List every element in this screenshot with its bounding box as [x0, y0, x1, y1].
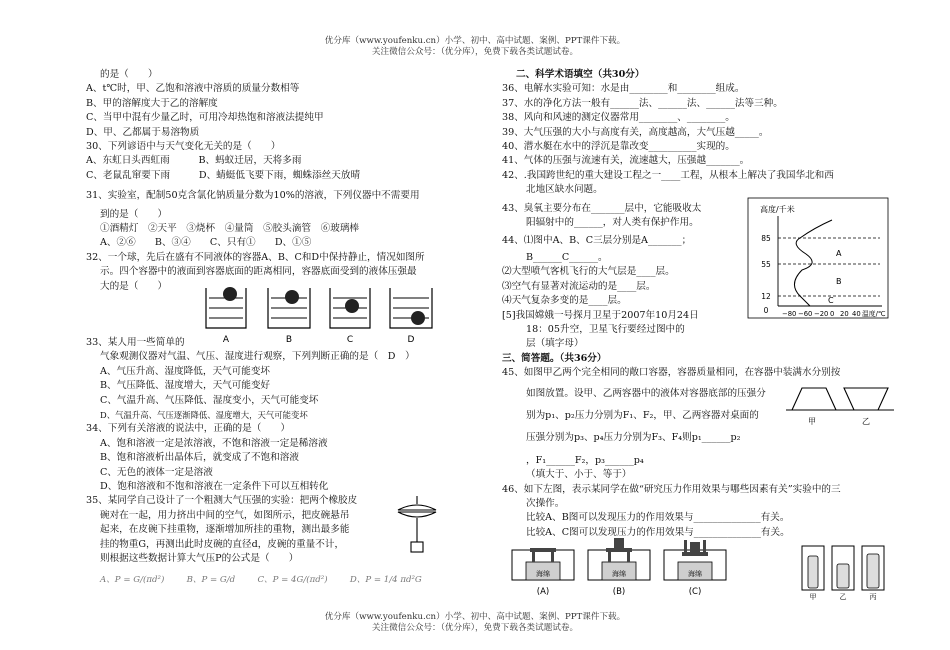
bottle-label-bing: 丙 — [869, 593, 877, 601]
footer-line-2: 关注微信公众号：（优分库），免费下载各类试题试卷。 — [371, 623, 579, 633]
xtick-neg80: −80 — [782, 310, 797, 318]
container-jia — [792, 388, 836, 410]
ytick-12: 12 — [761, 292, 771, 301]
q45-line-3: 别为p₁、p₂压力分别为F₁、F₂，甲、乙两容器对桌面的 — [526, 409, 759, 421]
q46-line-1: 46、如下左图，表示某同学在做“研究压力作用效果与哪些因素有关”实验中的三 — [502, 483, 841, 495]
q30-options-ab: A、东虹日头西虹雨 B、蚂蚁迁居，天将多雨 — [86, 155, 302, 167]
label-c: C — [346, 335, 354, 345]
page-footer — [0, 612, 950, 634]
q46-line-3: 比较A、B图可以发现压力的作用效果与______________有关。 — [526, 512, 790, 524]
q46-line-4: 比较A、C图可以发现压力的作用效果与______________有关。 — [526, 526, 790, 538]
q44-line-1: 44、⑴图中A、B、C三层分别是A_______； — [502, 235, 692, 247]
q31-options: A、②⑥ B、③④ C、只有① D、①⑤ — [100, 237, 312, 249]
q29-tail: 的是（ ） — [100, 69, 158, 80]
q44-line-7: 18：05升空，卫星飞行要经过图中的 — [526, 323, 685, 335]
weight-block — [411, 542, 423, 552]
fig-label-b: (B) — [612, 587, 626, 597]
xtick-40: 40 — [852, 310, 861, 318]
fig-label-c: (C) — [688, 587, 702, 597]
ball-d — [411, 311, 425, 325]
bottle-yi — [837, 564, 849, 588]
q31-stem-2: 到的是（ ） — [100, 208, 168, 220]
q29-option-a: A、t℃时，甲、乙饱和溶液中溶质的质量分数相等 — [86, 83, 300, 95]
layer-b: B — [836, 277, 842, 286]
sponge-label-c: 海绵 — [688, 570, 702, 578]
header-line-1: 优分库（www.youfenku.cn）小学、初中、高中试题、案例、PPT课件下载。 — [324, 36, 626, 46]
q33-stem-2: 气象观测仪器对气温、气压、湿度进行观察，下列判断正确的是（ D ） — [100, 351, 415, 363]
label-d: D — [407, 335, 415, 345]
ball-c — [345, 299, 359, 313]
q44-line-2: B______C______。 — [526, 251, 608, 263]
ytick-0: 0 — [763, 306, 769, 315]
q33-option-b: B、气压降低、湿度增大，天气可能变好 — [100, 380, 271, 392]
q33-stem-1: 33、某人用一些简单的 — [86, 337, 185, 348]
q31-stem-1: 31、实验室，配制50克含氯化钠质量分数为10%的溶液，下列仪器中不需要用 — [86, 190, 420, 202]
q35-options — [86, 573, 506, 587]
label-b: B — [285, 335, 293, 345]
q34-option-d: D、饱和溶液和不饱和溶液在一定条件下可以互相转化 — [100, 481, 329, 493]
q34-option-a: A、饱和溶液一定是浓溶液，不饱和溶液一定是稀溶液 — [100, 437, 328, 449]
q42-line-2: 北地区缺水问题。 — [526, 184, 603, 196]
q39: 39、大气压强的大小与高度有关，高度越高，大气压越_____。 — [502, 126, 769, 138]
q35-suction-cup-figure — [392, 496, 442, 558]
q44-line-5: ⑷天气复杂多变的是____层。 — [502, 295, 627, 307]
q32-stem-2: 示。四个容器中的液面到容器底面的距离相同，容器底面受到的液体压强最 — [100, 266, 417, 278]
q44-line-4: ⑶空气有显著对流运动的是____层。 — [502, 280, 656, 292]
q29-option-c: C、当甲中混有少量乙时，可用冷却热饱和溶液法提纯甲 — [86, 112, 324, 124]
q35-option-c: C、P = 4G/(πd²) — [257, 574, 328, 585]
left-column-lower — [86, 336, 506, 587]
ytick-85: 85 — [761, 234, 771, 243]
q45-line-2: 如图放置。设甲、乙两容器中的液体对容器底部的压强分 — [526, 387, 766, 399]
q31-instruments: ①酒精灯 ②天平 ③烧杯 ④量筒 ⑤胶头滴管 ⑥玻璃棒 — [100, 223, 360, 235]
q45-line-1: 45、如图甲乙两个完全相同的敞口容器，容器质量相同，在容器中装满水分别按 — [502, 367, 841, 379]
section-2-title: 二、科学术语填空（共30分） — [516, 69, 645, 80]
q33-option-c: C、气温升高、气压降低、湿度变小，天气可能变坏 — [100, 394, 319, 406]
q30-stem: 30、下列谚语中与天气变化无关的是（ ） — [86, 141, 281, 153]
left-column — [86, 68, 486, 294]
label-a: A — [222, 335, 230, 345]
page-header — [0, 36, 950, 58]
fig-label-a: (A) — [536, 587, 550, 597]
q45-containers-figure — [786, 380, 896, 430]
q35-option-a: A、P = G/(πd²) — [100, 574, 165, 585]
bottle-label-jia: 甲 — [809, 593, 817, 601]
lower-cup — [398, 512, 436, 517]
q35-stem-5: 则根据这些数据计算大气压P的公式是（ ） — [100, 553, 299, 565]
q36: 36、电解水实验可知：水是由________和________组成。 — [502, 83, 745, 95]
q33-option-a: A、气压升高、湿度降低，天气可能变坏 — [100, 365, 271, 377]
q43-line-2: 阳辐射中的______，对人类有保护作用。 — [526, 217, 699, 229]
q34-option-c: C、无色的液体一定是溶液 — [100, 466, 213, 478]
bottle-jia — [808, 556, 818, 588]
q46-line-2: 次操作。 — [526, 497, 565, 509]
q33-option-d: D、气温升高、气压逐渐降低、湿度增大，天气可能变坏 — [100, 410, 308, 421]
q46-sponge-figure — [508, 532, 734, 598]
ball-b — [285, 290, 299, 304]
container-yi — [844, 388, 888, 410]
q42-line-1: 42、.我国跨世纪的重大建设工程之一____工程，从根本上解决了我国华北和西 — [502, 169, 834, 181]
bottle-bing — [867, 554, 879, 588]
chart-ylabel: 高度/千米 — [760, 205, 795, 214]
q29-option-d: D、甲、乙都属于易溶物质 — [86, 126, 200, 138]
q43-line-1: 43、臭氧主要分布在_______层中，它能吸收太 — [502, 202, 702, 214]
xtick-0: 0 — [830, 310, 835, 318]
ball-a — [223, 287, 237, 301]
q30-options-cd: C、老鼠乱窜要下雨 D、蜻蜓低飞要下雨，蜘蛛添丝天放晴 — [86, 169, 361, 181]
q45-line-5: ，F₁______F₂，p₃______p₄ — [526, 454, 644, 466]
upper-cup — [398, 505, 436, 510]
q46-bottles-figure — [800, 538, 890, 600]
sponge-label-a: 海绵 — [536, 570, 550, 578]
q35-option-d: D、P = 1/4 πd²G — [349, 574, 422, 585]
weight-b — [614, 538, 624, 548]
footer-line-1: 优分库（www.youfenku.cn）小学、初中、高中试题、案例、PPT课件下载。 — [324, 612, 626, 622]
q45-line-6: （填大于、小于、等于） — [526, 469, 632, 481]
q32-stem-3: 大的是（ ） — [100, 280, 168, 292]
q35-stem-4: 挂的物重G，再测出此时皮碗的直径d，皮碗的重量不计， — [100, 538, 345, 550]
q44-atmosphere-chart — [748, 198, 888, 318]
q38: 38、风向和风速的测定仪器常用________、________。 — [502, 112, 735, 124]
q44-line-8: 层（填字母） — [526, 338, 584, 350]
q41: 41、气体的压强与流速有关，流速越大，压强越_______。 — [502, 155, 750, 167]
bottle-label-yi: 乙 — [839, 593, 847, 601]
q34-stem: 34、下列有关溶液的说法中，正确的是（ ） — [86, 423, 291, 435]
q35-stem-1: 35、某同学自己设计了一个粗测大气压强的实验：把两个橡胶皮 — [86, 495, 358, 507]
q44-line-3: ⑵大型喷气客机飞行的大气层是____层。 — [502, 266, 675, 278]
q45-line-4: 压强分别为p₃、p₄压力分别为F₃、F₄则p₁______p₂ — [526, 432, 741, 444]
layer-c: C — [828, 296, 834, 305]
label-yi: 乙 — [862, 417, 870, 426]
q35-stem-3: 起来，在皮碗下挂重物，逐渐增加所挂的重物，测出最多能 — [100, 524, 350, 536]
chart-xlabel: 温度/℃ — [862, 310, 886, 318]
xtick-neg60: −60 — [798, 310, 813, 318]
q37: 37、水的净化方法一般有______法、______法、______法等三种。 — [502, 97, 783, 109]
q29-option-b: B、甲的溶解度大于乙的溶解度 — [86, 97, 218, 109]
q35-option-b: B、P = G/d — [186, 574, 236, 585]
ytick-55: 55 — [761, 260, 771, 269]
sponge-label-b: 海绵 — [612, 570, 626, 578]
q44-line-6: [5]我国嫦娥一号探月卫星于2007年10月24日 — [502, 309, 699, 321]
q40: 40、潜水艇在水中的浮沉是靠改变__________实现的。 — [502, 141, 735, 153]
header-line-2: 关注微信公众号：（优分库），免费下载各类试题试卷。 — [371, 47, 579, 57]
q32-stem-1: 32、一个球，先后在盛有不同液体的容器A、B、C和D中保持静止，情况如图所 — [86, 251, 425, 263]
weight-c — [690, 542, 700, 552]
xtick-20: 20 — [840, 310, 849, 318]
label-jia: 甲 — [808, 417, 816, 426]
q35-stem-2: 碗对在一起，用力挤出中间的空气，如图所示，把皮碗悬吊 — [100, 509, 350, 521]
q34-option-b: B、饱和溶液析出晶体后，就变成了不饱和溶液 — [100, 452, 299, 464]
xtick-neg20: −20 — [814, 310, 829, 318]
section-3-title: 三、简答题。（共36分） — [502, 352, 607, 364]
layer-a: A — [836, 249, 842, 258]
